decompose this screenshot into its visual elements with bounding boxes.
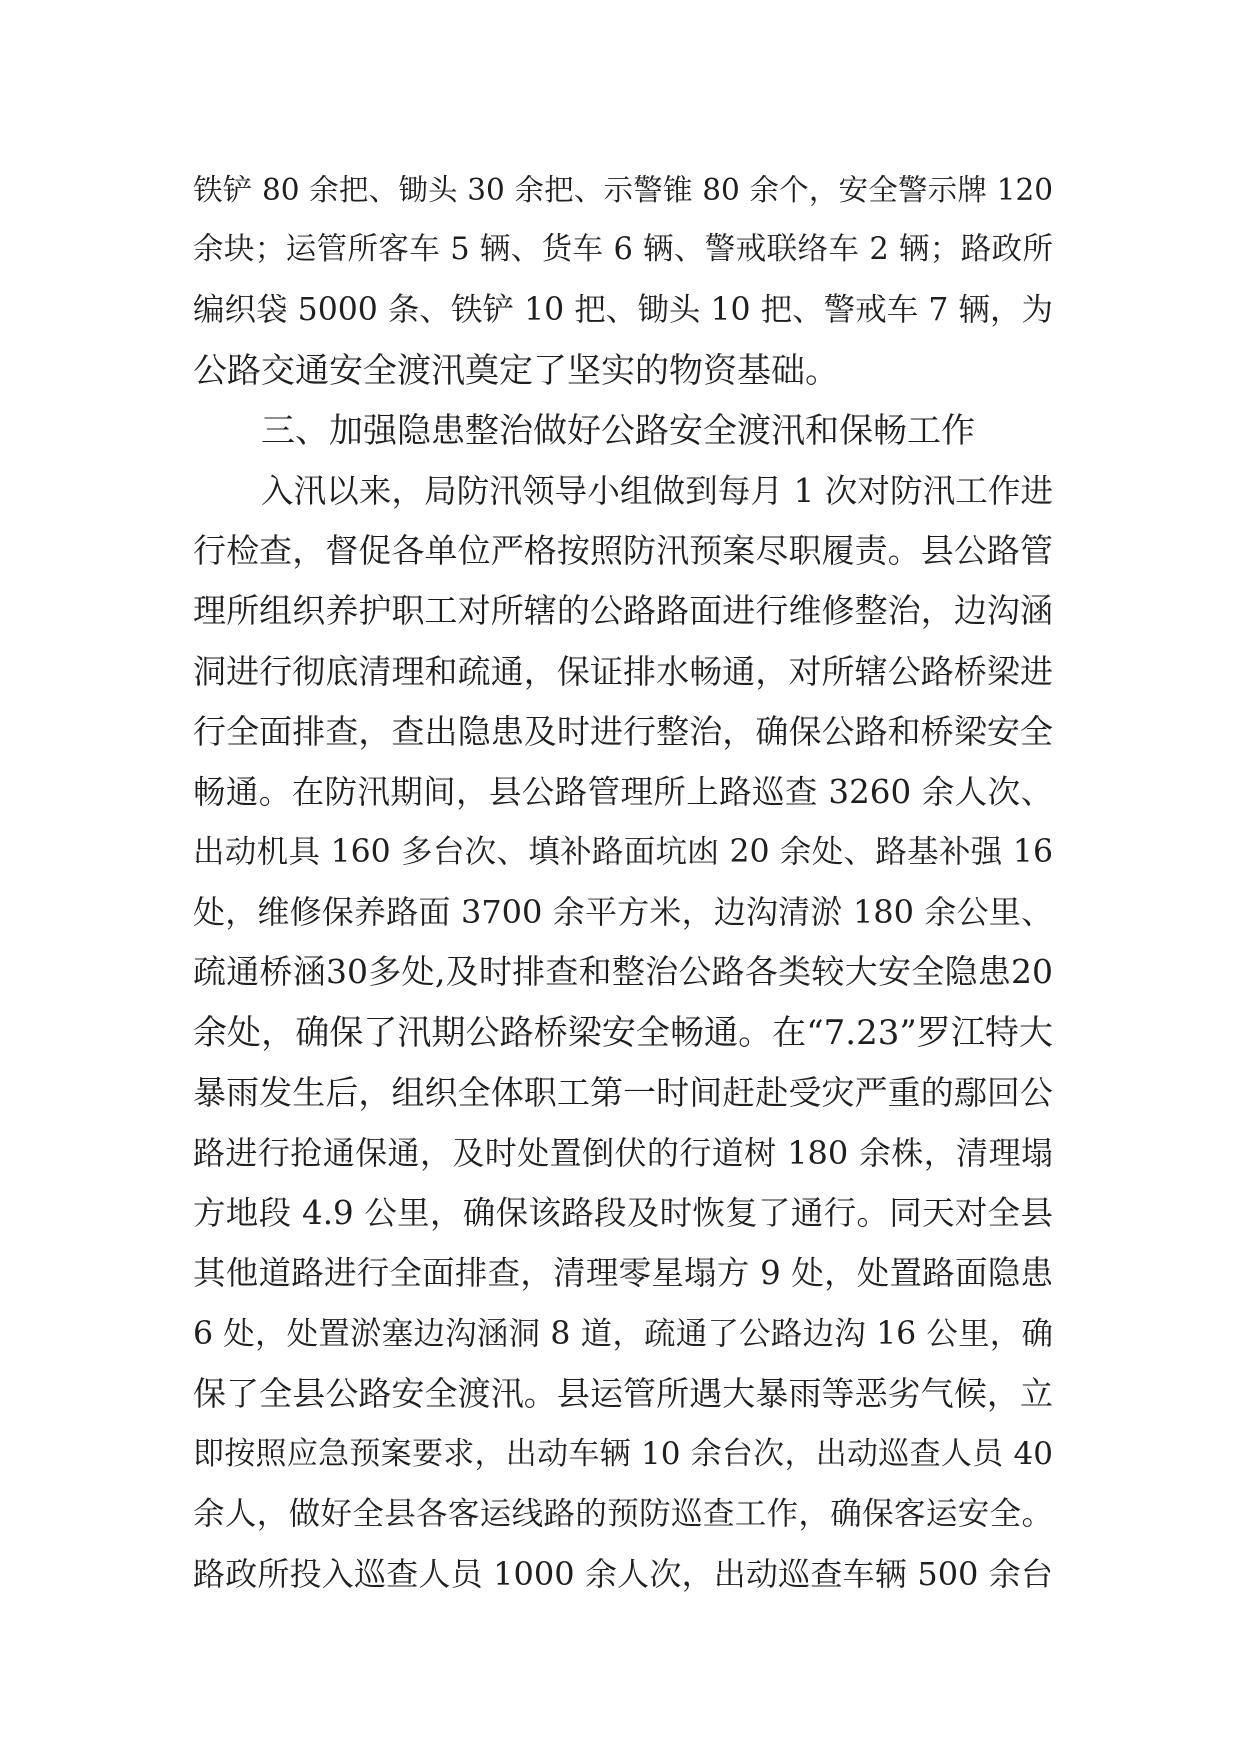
text-line: 疏通桥涵30多处,及时排查和整治公路各类较大安全隐患20 xyxy=(193,952,1053,992)
text-line: 其他道路进行全面排查，清理零星塌方 9 处，处置路面隐患 xyxy=(193,1254,1053,1293)
text-line: 保了全县公路安全渡汛。县运管所遇大暴雨等恶劣气候，立 xyxy=(193,1373,1053,1413)
text-line: 行检查，督促各单位严格按照防汛预案尽职履责。县公路管 xyxy=(193,531,1053,571)
section-heading: 三、加强隐患整治做好公路安全渡汛和保畅工作 xyxy=(261,410,975,451)
text-line: 行全面排查，查出隐患及时进行整治，确保公路和桥梁安全 xyxy=(193,711,1053,751)
text-line: 余人，做好全县各客运线路的预防巡查工作，确保客运安全。 xyxy=(193,1496,1053,1533)
text-line: 处，维修保养路面 3700 余平方米，边沟清淤 180 余公里、 xyxy=(193,893,1053,932)
text-line: 路政所投入巡查人员 1000 余人次，出动巡查车辆 500 余台 xyxy=(193,1555,1053,1594)
text-line: 路进行抢通保通，及时处置倒伏的行道树 180 余株，清理塌 xyxy=(193,1134,1053,1172)
text-line: 即按照应急预案要求，出动车辆 10 余台次，出动巡查人员 40 xyxy=(193,1435,1053,1472)
document-body xyxy=(193,160,1053,1605)
text-line: 编织袋 5000 条、铁铲 10 把、锄头 10 把、警戒车 7 辆，为 xyxy=(193,292,1053,329)
text-line: 畅通。在防汛期间，县公路管理所上路巡查 3260 余人次、 xyxy=(193,772,1053,811)
text-line: 6 处，处置淤塞边沟涵洞 8 道，疏通了公路边沟 16 公里，确 xyxy=(193,1315,1053,1352)
text-line: 公路交通安全渡汛奠定了坚实的物资基础。 xyxy=(193,350,839,391)
text-line: 铁铲 80 余把、锄头 30 余把、示警锥 80 余个，安全警示牌 120 xyxy=(193,173,1053,207)
text-line: 理所组织养护职工对所辖的公路路面进行维修整治，边沟涵 xyxy=(193,591,1053,631)
text-line: 余块；运管所客车 5 辆、货车 6 辆、警戒联络车 2 辆；路政所 xyxy=(193,232,1053,268)
text-line: 方地段 4.9 公里，确保该路段及时恢复了通行。同天对全县 xyxy=(193,1194,1053,1233)
text-line: 余处，确保了汛期公路桥梁安全畅通。在“7.23”罗江特大 xyxy=(193,1012,1053,1053)
text-line: 出动机具 160 多台次、填补路面坑凼 20 余处、路基补强 16 xyxy=(193,834,1053,871)
text-line: 入汛以来，局防汛领导小组做到每月 1 次对防汛工作进 xyxy=(261,471,1053,510)
text-line: 暴雨发生后，组织全体职工第一时间赶赴受灾严重的鄢回公 xyxy=(193,1072,1053,1112)
text-line: 洞进行彻底清理和疏通，保证排水畅通，对所辖公路桥梁进 xyxy=(193,651,1053,691)
